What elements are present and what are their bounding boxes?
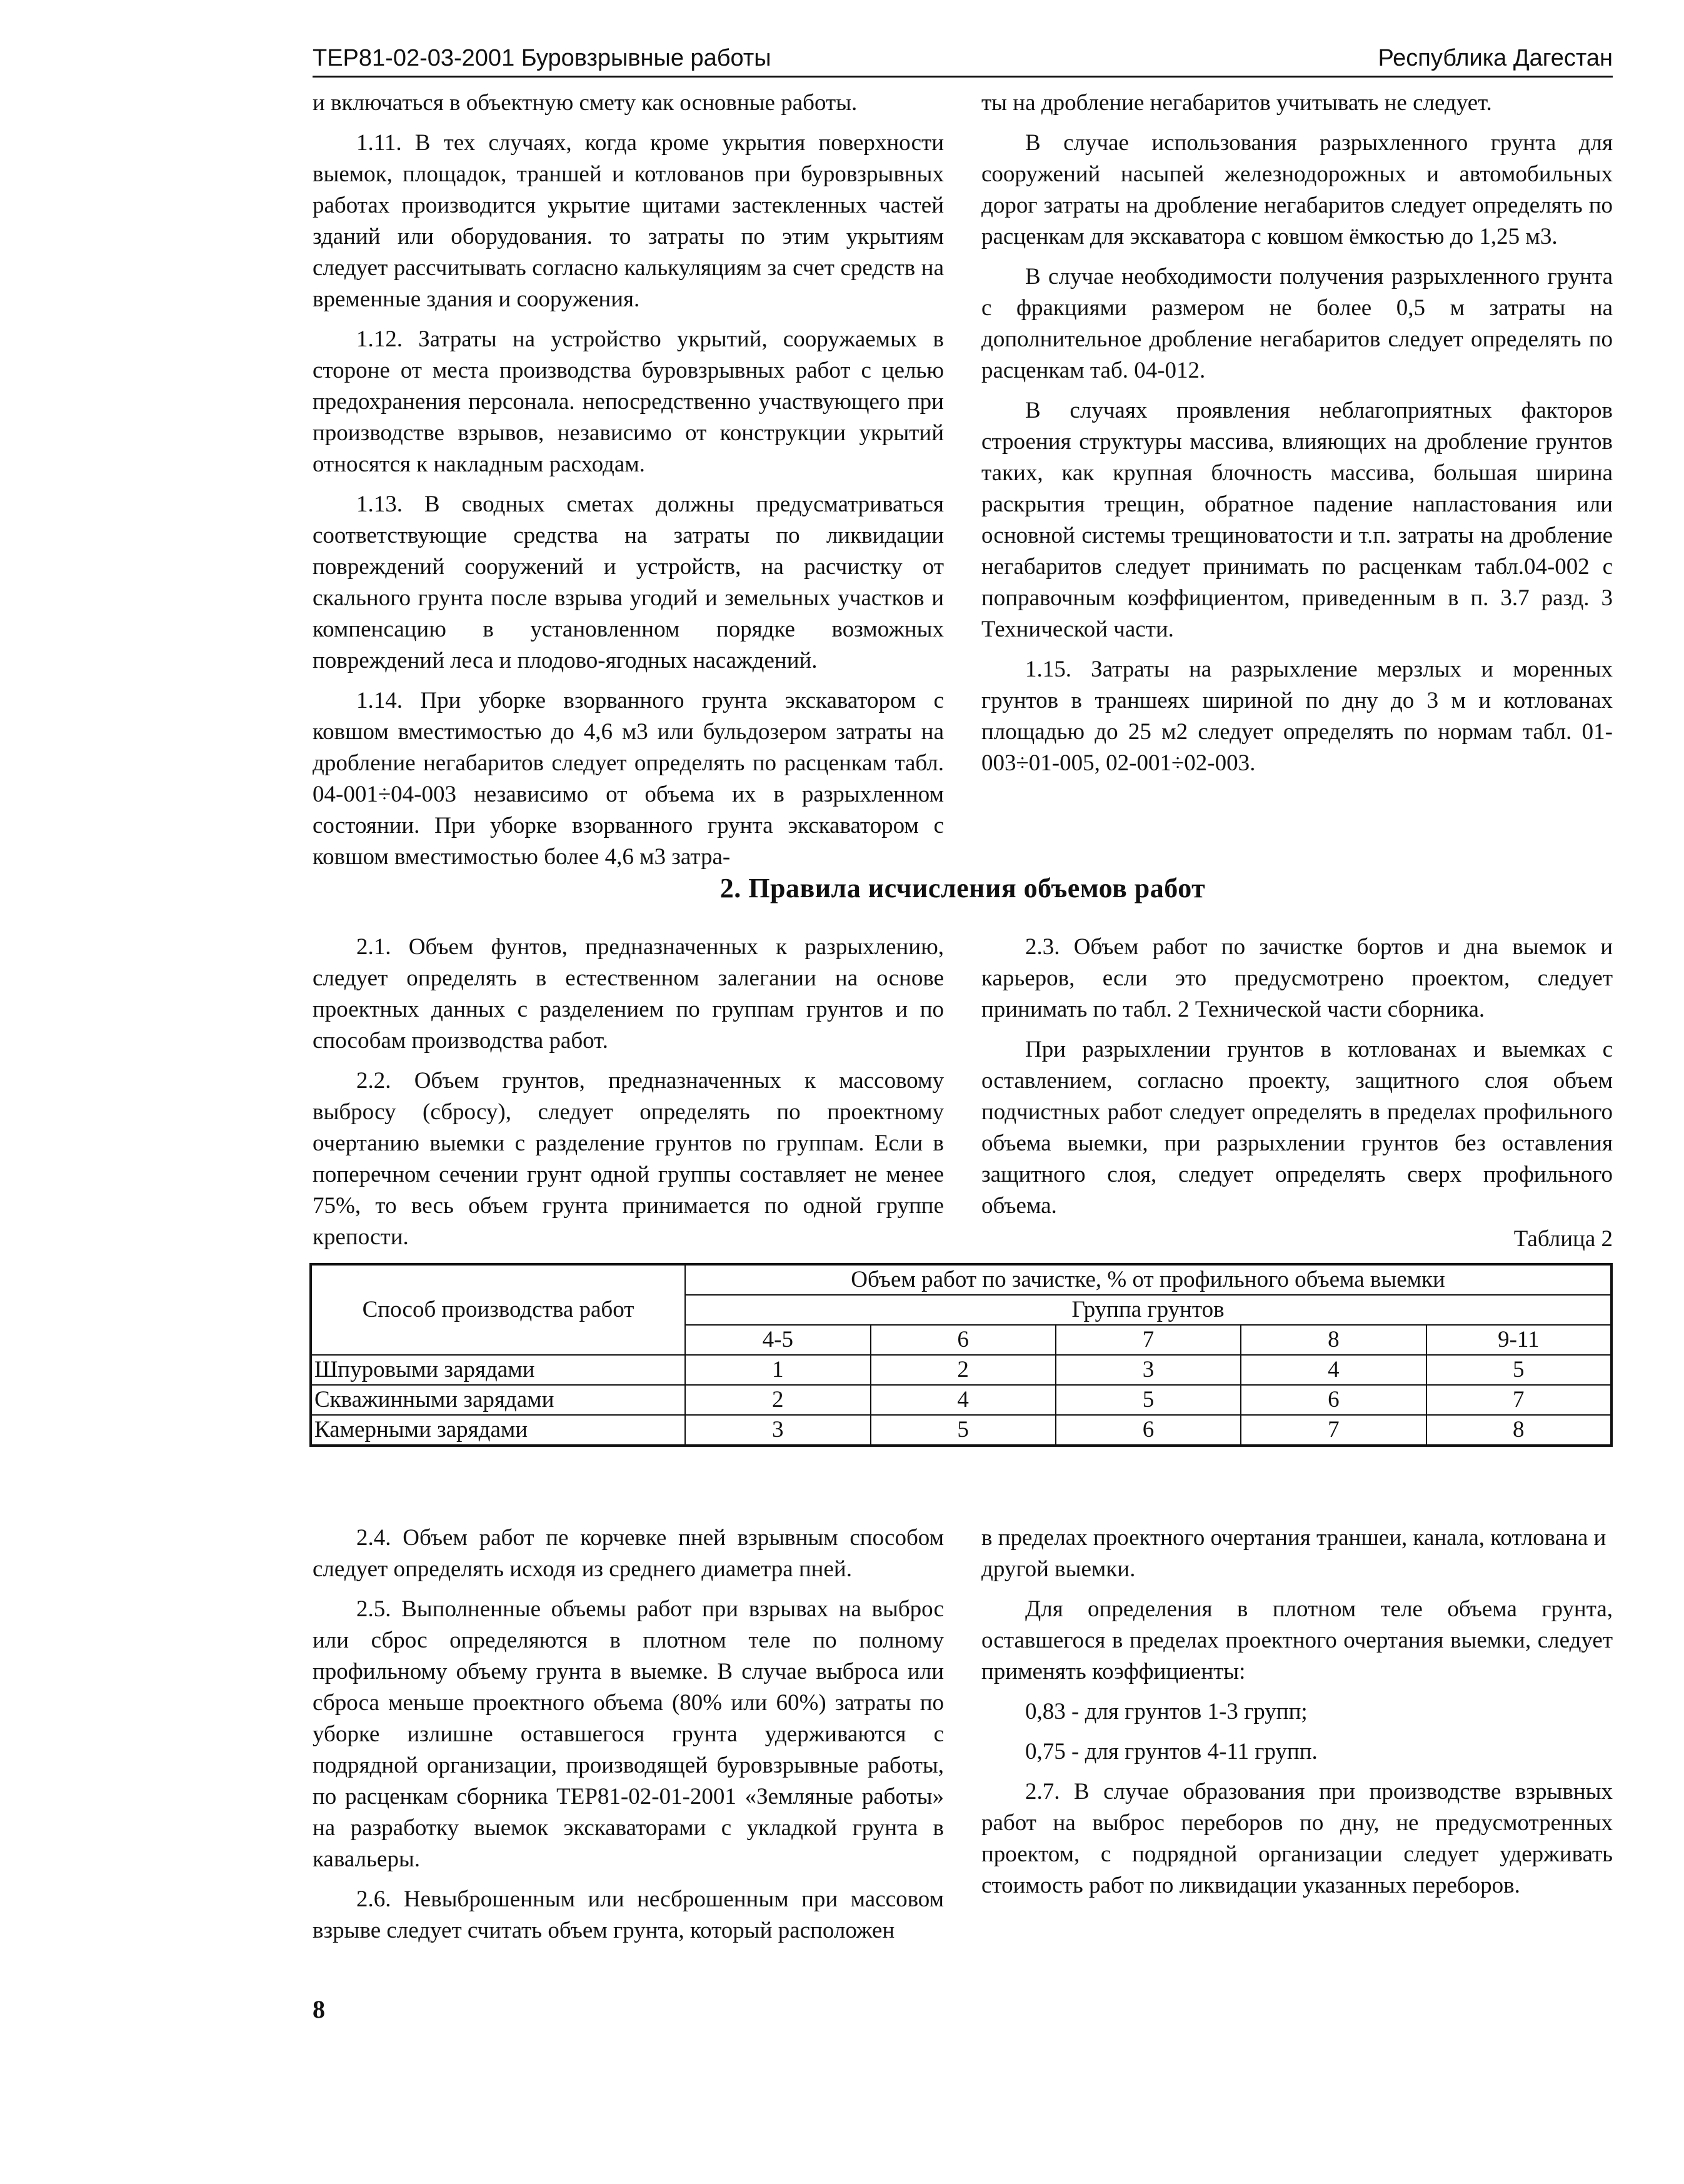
paragraph-1-12: 1.12. Затраты на устройство укрытий, сооружаемых в стороне от места производства буровзрывных работ с целью предохранения персонала. непосредственно участвующего при производстве взрывов, независимо от конструкции укрытий относятся к накладным расходам. bbox=[313, 326, 944, 477]
table-cell: 5 bbox=[871, 1415, 1056, 1446]
paragraph: в пределах проектного очертания траншеи, канала, котлована и другой выемки. bbox=[981, 1525, 1606, 1582]
table-cell: 2 bbox=[871, 1355, 1056, 1385]
paragraph-2-1: 2.1. Объем фунтов, предназначенных к разрыхлению, следует определять в естественном залегании на основе проектных данных с разделением по группам грунтов и по способам производства работ. bbox=[313, 934, 944, 1054]
paragraph-1-13: 1.13. В сводных сметах должны предусматриваться соответствующие средства на затраты по ликвидации повреждений сооружений и устройств, на расчистку от скального грунта после взрыва угодий и земельных участков и компенсацию в установленном порядке возможных повреждений леса и плодово-ягодных насаждений. bbox=[313, 491, 944, 673]
table-group-cell: 6 bbox=[871, 1325, 1056, 1355]
table-group-cell: 4-5 bbox=[685, 1325, 870, 1355]
table-row bbox=[311, 1415, 1611, 1446]
coefficient-line: 0,83 - для грунтов 1-3 групп; bbox=[1025, 1699, 1308, 1724]
paragraph-2-7: 2.7. В случае образования при производстве взрывных работ на выброс переборов по дну, не предусмотренных проектом, с подрядной организации следует удерживать стоимость работ по ликвидации указанных переборов. bbox=[981, 1779, 1613, 1898]
page-number: 8 bbox=[313, 1995, 325, 2023]
table-group-cell: 7 bbox=[1056, 1325, 1241, 1355]
table-cell: 5 bbox=[1426, 1355, 1611, 1385]
bottom-right-column bbox=[981, 1522, 1613, 1910]
paragraph-2-4: 2.4. Объем работ пе корчевке пней взрывным способом следует определять исходя из среднего диаметра пней. bbox=[313, 1525, 944, 1582]
middle-right-column bbox=[981, 932, 1613, 1230]
table-row bbox=[311, 1355, 1611, 1385]
table-group-cell: 9-11 bbox=[1426, 1325, 1611, 1355]
table-header-method: Способ производства работ bbox=[311, 1264, 685, 1355]
bottom-left-column bbox=[313, 1522, 944, 1955]
table-cell: 7 bbox=[1426, 1385, 1611, 1415]
table-cell: 2 bbox=[685, 1385, 870, 1415]
table-row bbox=[311, 1385, 1611, 1415]
table-cell: 1 bbox=[685, 1355, 870, 1385]
table-cell: 4 bbox=[1241, 1355, 1426, 1385]
table-cell: 6 bbox=[1241, 1385, 1426, 1415]
paragraph-2-6: 2.6. Невыброшенным или несброшенным при массовом взрыве следует считать объем грунта, который расположен bbox=[313, 1886, 944, 1943]
top-right-column bbox=[981, 88, 1613, 788]
cleanup-volume-table bbox=[309, 1263, 1613, 1447]
section-title: 2. Правила исчисления объемов работ bbox=[719, 873, 1206, 903]
table-row-label: Шпуровыми зарядами bbox=[311, 1355, 685, 1385]
paragraph: ты на дробление негабаритов учитывать не следует. bbox=[981, 90, 1492, 116]
paragraph-1-14: 1.14. При уборке взорванного грунта экскаватором с ковшом вместимостью до 4,6 м3 или бульдозером затраты на дробление негабаритов следует определять по расценкам табл. 04-001÷04-003 независимо от объема их в разрыхленном состоянии. При уборке взорванного грунта экскаватором с ковшом вместимостью более 4,6 м3 затра- bbox=[313, 688, 944, 870]
table-cell: 4 bbox=[871, 1385, 1056, 1415]
middle-left-column bbox=[313, 932, 944, 1262]
table-caption: Таблица 2 bbox=[1513, 1226, 1613, 1252]
table-row-label: Скважинными зарядами bbox=[311, 1385, 685, 1415]
paragraph: В случае использования разрыхленного грунта для сооружений насыпей железнодорожных и автомобильных дорог затраты на дробление негабаритов следует определять по расценкам для экскаватора с ковшом ёмкостью до 1,25 м3. bbox=[981, 130, 1613, 249]
coefficient-line: 0,75 - для грунтов 4-11 групп. bbox=[1025, 1739, 1318, 1764]
paragraph: При разрыхлении грунтов в котлованах и выемках с оставлением, согласно проекту, защитного слоя объем подчистных работ следует определять в пределах профильного объема выемки, при разрыхлении грунтов без оставления защитного слоя, следует определять сверх профильного объема. bbox=[981, 1037, 1613, 1219]
paragraph-1-11: 1.11. В тех случаях, когда кроме укрытия поверхности выемок, площадок, траншей и котлованов при буровзрывных работах производится укрытие щитами застекленных частей зданий или оборудования. то затраты по этим укрытиям следует рассчитывать согласно калькуляциям за счет средств на временные здания и сооружения. bbox=[313, 130, 944, 312]
table-cell: 3 bbox=[685, 1415, 870, 1446]
paragraph: В случае необходимости получения разрыхленного грунта с фракциями размером не более 0,5 м затраты на дополнительное дробление негабаритов следует определять по расценкам таб. 04-012. bbox=[981, 264, 1613, 383]
paragraph: В случаях проявления неблагоприятных факторов строения структуры массива, влияющих на дробление грунтов таких, как крупная блочность массива, большая ширина раскрытия трещин, обратное падение напластования или основной системы трещиноватости и т.п. затраты на дробление негабаритов следует принимать по расценкам табл.04-002 с поправочным коэффициентом, приведенным в п. 3.7 разд. 3 Технической части. bbox=[981, 398, 1613, 642]
table-cell: 7 bbox=[1241, 1415, 1426, 1446]
paragraph-2-3: 2.3. Объем работ по зачистке бортов и дна выемок и карьеров, если это предусмотрено проектом, следует принимать по табл. 2 Технической части сборника. bbox=[981, 934, 1613, 1022]
paragraph: Для определения в плотном теле объема грунта, оставшегося в пределах проектного очертания выемки, следует применять коэффициенты: bbox=[981, 1596, 1613, 1684]
paragraph: и включаться в объектную смету как основные работы. bbox=[313, 90, 858, 116]
paragraph-1-15: 1.15. Затраты на разрыхление мерзлых и моренных грунтов в траншеях шириной по дну до 3 м и котлованах площадью до 25 м2 следует определять по нормам табл. 01-003÷01-005, 02-001÷02-003. bbox=[981, 657, 1613, 776]
table-cell: 8 bbox=[1426, 1415, 1611, 1446]
table-group-cell: 8 bbox=[1241, 1325, 1426, 1355]
paragraph-2-5: 2.5. Выполненные объемы работ при взрывах на выброс или сброс определяются в плотном теле по полному профильному объему грунта в выемке. В случае выброса или сброса меньше проектного объема (80% или 60%) затраты по уборке излишне оставшегося грунта удерживаются с подрядной организации, производящей буровзрывные работы, по расценкам сборника ТЕР81-02-01-2001 «Земляные работы» на разработку выемок экскаваторами с укладкой грунта в кавальеры. bbox=[313, 1596, 944, 1872]
table-cell: 3 bbox=[1056, 1355, 1241, 1385]
header-region: Республика Дагестан bbox=[1378, 45, 1613, 71]
page-header bbox=[313, 33, 1613, 78]
table-header-row bbox=[311, 1264, 1611, 1295]
table-cell: 6 bbox=[1056, 1415, 1241, 1446]
paragraph-2-2: 2.2. Объем грунтов, предназначенных к массовому выбросу (сбросу), следует определять по проектному очертанию выемки с разделение грунтов по группам. Если в поперечном сечении грунт одной группы составляет не менее 75%, то весь объем грунта принимается по одной группе крепости. bbox=[313, 1068, 944, 1250]
table-row-label: Камерными зарядами bbox=[311, 1415, 685, 1446]
header-document-code: ТЕР81-02-03-2001 Буровзрывные работы bbox=[313, 45, 771, 71]
table-cell: 5 bbox=[1056, 1385, 1241, 1415]
table-header-group: Группа грунтов bbox=[685, 1295, 1611, 1325]
table-header-volume: Объем работ по зачистке, % от профильного объема выемки bbox=[685, 1264, 1611, 1295]
top-left-column bbox=[313, 88, 944, 882]
